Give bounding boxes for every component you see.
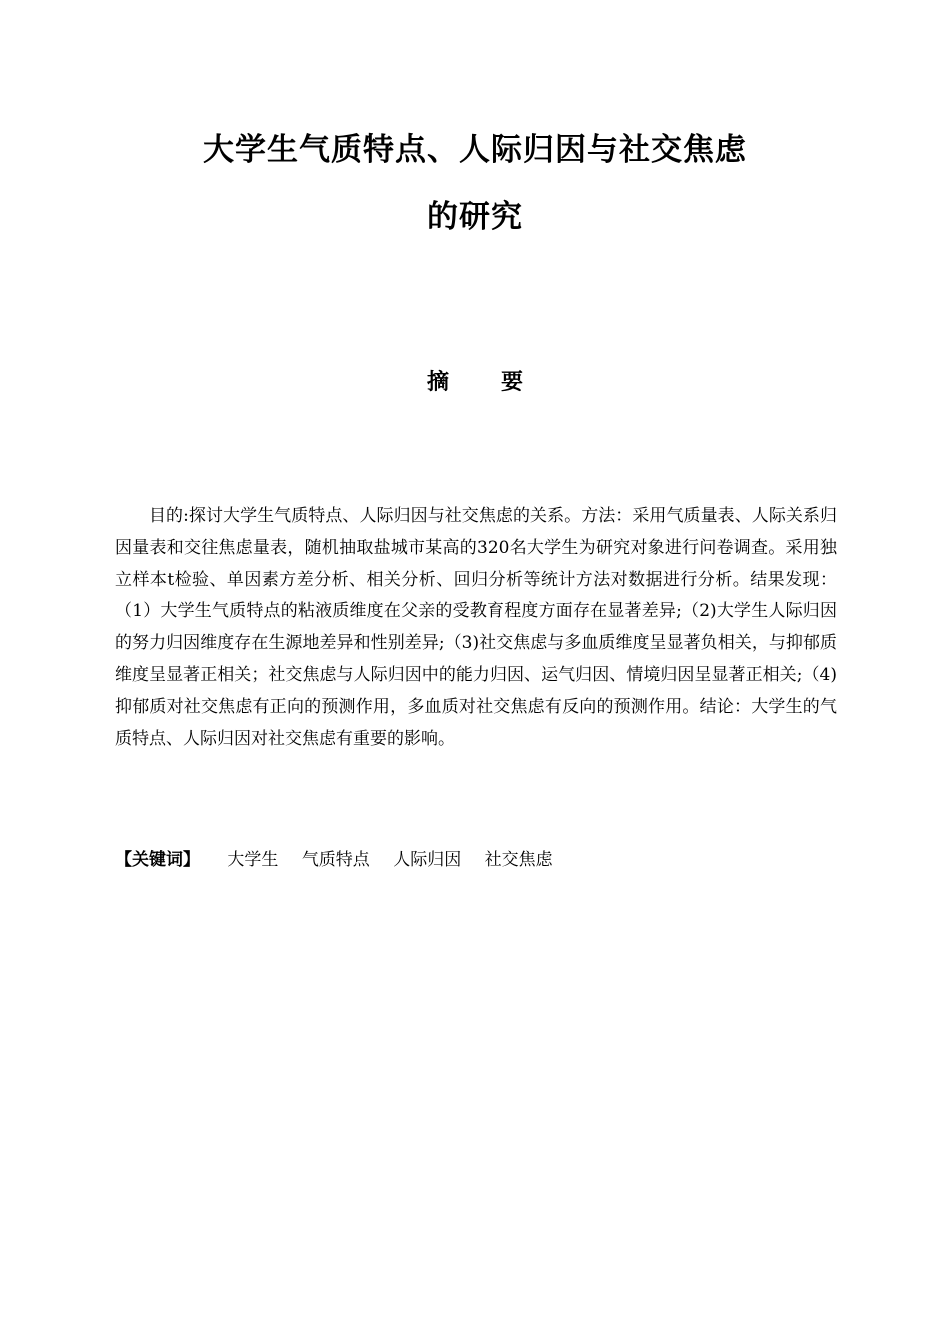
abstract-heading-char-2: 要 bbox=[501, 370, 524, 395]
keyword-item: 人际归因 bbox=[393, 850, 462, 870]
title-line-1: 大学生气质特点、人际归因与社交焦虑 bbox=[203, 132, 747, 168]
abstract-body: 目的:探讨大学生气质特点、人际归因与社交焦虑的关系。方法：采用气质量表、人际关系归因量表和交往焦虑量表，随机抽取盐城市某高的320名大学生为研究对象进行问卷调查。采用独立样本t检验、单因素方差分析、相关分析、回归分析等统计方法对数据进行分析。结果发现：（1）大学生气质特点的粘液质维度在父亲的受教育程度方面存在显著差异;（2)大学生人际归因的努力归因维度存在生源地差异和性别差异;（3)社交焦虑与多血质维度呈显著负相关，与抑郁质维度呈显著正相关；社交焦虑与人际归因中的能力归因、运气归因、情境归因呈显著正相关;（4)抑郁质对社交焦虑有正向的预测作用，多血质对社交焦虑有反向的预测作用。结论：大学生的气质特点、人际归因对社交焦虑有重要的影响。 bbox=[115, 506, 837, 749]
abstract-heading bbox=[0, 368, 950, 398]
keywords-label: 【关键词】 bbox=[115, 850, 200, 870]
abstract-heading-char-1: 摘 bbox=[426, 370, 449, 395]
keyword-item: 大学生 bbox=[227, 850, 279, 870]
keyword-item: 气质特点 bbox=[301, 850, 370, 870]
keywords-line bbox=[115, 845, 837, 876]
title-line-2: 的研究 bbox=[427, 199, 523, 235]
keyword-item: 社交焦虑 bbox=[484, 850, 553, 870]
